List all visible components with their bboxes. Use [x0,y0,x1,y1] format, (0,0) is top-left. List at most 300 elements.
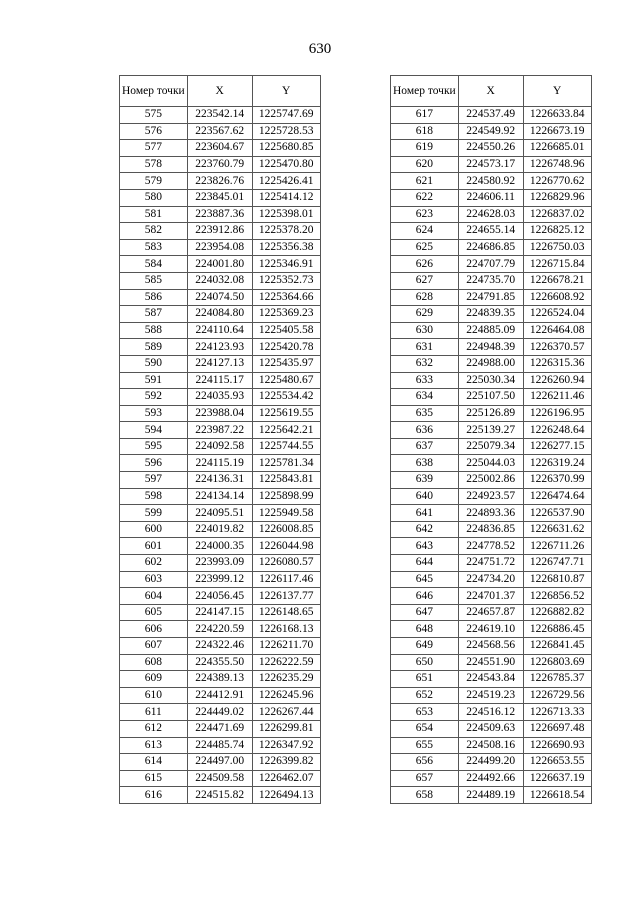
header-y: Y [252,76,320,107]
point-number-cell: 614 [120,754,188,771]
x-coordinate-cell: 224537.49 [458,107,523,124]
point-number-cell: 617 [391,107,459,124]
x-coordinate-cell: 224573.17 [458,156,523,173]
point-number-cell: 644 [391,555,459,572]
x-coordinate-cell: 223987.22 [187,422,252,439]
point-number-cell: 646 [391,588,459,605]
y-coordinate-cell: 1226148.65 [252,604,320,621]
point-number-cell: 580 [120,189,188,206]
point-number-cell: 621 [391,173,459,190]
point-number-cell: 575 [120,107,188,124]
x-coordinate-cell: 224686.85 [458,239,523,256]
y-coordinate-cell: 1226729.56 [523,687,591,704]
x-coordinate-cell: 224549.92 [458,123,523,140]
y-coordinate-cell: 1226803.69 [523,654,591,671]
y-coordinate-cell: 1226678.21 [523,272,591,289]
x-coordinate-cell: 223604.67 [187,140,252,157]
y-coordinate-cell: 1225843.81 [252,472,320,489]
table-row [391,389,592,406]
x-coordinate-cell: 224499.20 [458,754,523,771]
x-coordinate-cell: 224543.84 [458,671,523,688]
point-number-cell: 618 [391,123,459,140]
table-row [391,505,592,522]
table-row [391,256,592,273]
header-point-number: Номер точки [120,76,188,107]
table-row [120,107,321,124]
header-x: X [458,76,523,107]
table-row [120,737,321,754]
table-row [120,389,321,406]
point-number-cell: 605 [120,604,188,621]
x-coordinate-cell: 224516.12 [458,704,523,721]
point-number-cell: 652 [391,687,459,704]
y-coordinate-cell: 1226618.54 [523,787,591,804]
table-row [120,687,321,704]
point-number-cell: 626 [391,256,459,273]
point-number-cell: 635 [391,405,459,422]
table-row [120,555,321,572]
point-number-cell: 585 [120,272,188,289]
y-coordinate-cell: 1226690.93 [523,737,591,754]
table-row [120,488,321,505]
x-coordinate-cell: 225107.50 [458,389,523,406]
point-number-cell: 586 [120,289,188,306]
table-row [120,505,321,522]
table-row [391,687,592,704]
x-coordinate-cell: 223993.09 [187,555,252,572]
point-number-cell: 616 [120,787,188,804]
point-number-cell: 648 [391,621,459,638]
y-coordinate-cell: 1226245.96 [252,687,320,704]
y-coordinate-cell: 1226347.92 [252,737,320,754]
table-row [391,555,592,572]
header-y: Y [523,76,591,107]
y-coordinate-cell: 1226494.13 [252,787,320,804]
point-number-cell: 608 [120,654,188,671]
point-number-cell: 654 [391,720,459,737]
x-coordinate-cell: 224778.52 [458,538,523,555]
table-row [391,107,592,124]
x-coordinate-cell: 224885.09 [458,322,523,339]
y-coordinate-cell: 1226637.19 [523,770,591,787]
x-coordinate-cell: 224136.31 [187,472,252,489]
y-coordinate-cell: 1226211.70 [252,638,320,655]
y-coordinate-cell: 1226673.19 [523,123,591,140]
x-coordinate-cell: 224389.13 [187,671,252,688]
y-coordinate-cell: 1226260.94 [523,372,591,389]
y-coordinate-cell: 1226399.82 [252,754,320,771]
point-number-cell: 655 [391,737,459,754]
x-coordinate-cell: 223567.62 [187,123,252,140]
point-number-cell: 634 [391,389,459,406]
point-number-cell: 595 [120,438,188,455]
table-row [120,538,321,555]
y-coordinate-cell: 1225378.20 [252,223,320,240]
point-number-cell: 604 [120,588,188,605]
y-coordinate-cell: 1225728.53 [252,123,320,140]
point-number-cell: 630 [391,322,459,339]
table-row [120,256,321,273]
x-coordinate-cell: 224628.03 [458,206,523,223]
point-number-cell: 597 [120,472,188,489]
point-number-cell: 584 [120,256,188,273]
point-number-cell: 581 [120,206,188,223]
x-coordinate-cell: 223542.14 [187,107,252,124]
table-row [120,438,321,455]
y-coordinate-cell: 1226235.29 [252,671,320,688]
point-number-cell: 625 [391,239,459,256]
y-coordinate-cell: 1225781.34 [252,455,320,472]
table-row [120,422,321,439]
table-row [120,704,321,721]
x-coordinate-cell: 224032.08 [187,272,252,289]
table-row [120,571,321,588]
table-row [120,223,321,240]
y-coordinate-cell: 1225352.73 [252,272,320,289]
table-row [391,737,592,754]
y-coordinate-cell: 1226747.71 [523,555,591,572]
point-number-cell: 649 [391,638,459,655]
y-coordinate-cell: 1225534.42 [252,389,320,406]
point-number-cell: 633 [391,372,459,389]
x-coordinate-cell: 224412.91 [187,687,252,704]
y-coordinate-cell: 1226370.99 [523,472,591,489]
y-coordinate-cell: 1225619.55 [252,405,320,422]
table-row [391,223,592,240]
point-number-cell: 651 [391,671,459,688]
point-number-cell: 627 [391,272,459,289]
y-coordinate-cell: 1225398.01 [252,206,320,223]
x-coordinate-cell: 224074.50 [187,289,252,306]
table-row [391,521,592,538]
y-coordinate-cell: 1226608.92 [523,289,591,306]
table-row [391,173,592,190]
point-number-cell: 587 [120,306,188,323]
x-coordinate-cell: 224734.20 [458,571,523,588]
y-coordinate-cell: 1226711.26 [523,538,591,555]
y-coordinate-cell: 1225480.67 [252,372,320,389]
x-coordinate-cell: 224497.00 [187,754,252,771]
y-coordinate-cell: 1226044.98 [252,538,320,555]
point-number-cell: 623 [391,206,459,223]
point-number-cell: 601 [120,538,188,555]
table-row [120,654,321,671]
y-coordinate-cell: 1226117.46 [252,571,320,588]
point-number-cell: 632 [391,355,459,372]
point-number-cell: 650 [391,654,459,671]
x-coordinate-cell: 225126.89 [458,405,523,422]
x-coordinate-cell: 224000.35 [187,538,252,555]
table-row [391,638,592,655]
table-row [120,123,321,140]
table-row [120,140,321,157]
x-coordinate-cell: 224707.79 [458,256,523,273]
header-point-number: Номер точки [391,76,459,107]
y-coordinate-cell: 1225369.23 [252,306,320,323]
table-row [391,538,592,555]
table-row [120,787,321,804]
y-coordinate-cell: 1226299.81 [252,720,320,737]
table-row [120,455,321,472]
point-number-cell: 592 [120,389,188,406]
x-coordinate-cell: 224509.63 [458,720,523,737]
table-header-row [391,76,592,107]
y-coordinate-cell: 1226267.44 [252,704,320,721]
y-coordinate-cell: 1226319.24 [523,455,591,472]
point-number-cell: 576 [120,123,188,140]
point-number-cell: 631 [391,339,459,356]
x-coordinate-cell: 224619.10 [458,621,523,638]
table-row [120,671,321,688]
y-coordinate-cell: 1225364.66 [252,289,320,306]
y-coordinate-cell: 1226370.57 [523,339,591,356]
point-number-cell: 628 [391,289,459,306]
table-row [391,272,592,289]
y-coordinate-cell: 1226750.03 [523,239,591,256]
point-number-cell: 599 [120,505,188,522]
table-row [120,621,321,638]
point-number-cell: 593 [120,405,188,422]
point-number-cell: 639 [391,472,459,489]
y-coordinate-cell: 1226474.64 [523,488,591,505]
x-coordinate-cell: 224489.19 [458,787,523,804]
x-coordinate-cell: 224001.80 [187,256,252,273]
point-number-cell: 594 [120,422,188,439]
table-row [391,189,592,206]
x-coordinate-cell: 224606.11 [458,189,523,206]
point-number-cell: 607 [120,638,188,655]
x-coordinate-cell: 223826.76 [187,173,252,190]
y-coordinate-cell: 1225420.78 [252,339,320,356]
table-row [120,173,321,190]
x-coordinate-cell: 224115.19 [187,455,252,472]
y-coordinate-cell: 1226277.15 [523,438,591,455]
point-number-cell: 602 [120,555,188,572]
x-coordinate-cell: 223999.12 [187,571,252,588]
x-coordinate-cell: 224923.57 [458,488,523,505]
y-coordinate-cell: 1226196.95 [523,405,591,422]
point-number-cell: 583 [120,239,188,256]
table-row [120,239,321,256]
y-coordinate-cell: 1226168.13 [252,621,320,638]
x-coordinate-cell: 224115.17 [187,372,252,389]
table-row [391,704,592,721]
table-row [120,521,321,538]
table-row [391,123,592,140]
table-row [391,306,592,323]
table-row [120,588,321,605]
table-row [391,239,592,256]
coordinates-table-left [119,75,321,804]
table-row [391,372,592,389]
x-coordinate-cell: 224147.15 [187,604,252,621]
x-coordinate-cell: 224948.39 [458,339,523,356]
point-number-cell: 647 [391,604,459,621]
y-coordinate-cell: 1226841.45 [523,638,591,655]
x-coordinate-cell: 224492.66 [458,770,523,787]
table-row [391,654,592,671]
y-coordinate-cell: 1226882.82 [523,604,591,621]
y-coordinate-cell: 1226462.07 [252,770,320,787]
y-coordinate-cell: 1225747.69 [252,107,320,124]
y-coordinate-cell: 1226837.02 [523,206,591,223]
point-number-cell: 579 [120,173,188,190]
x-coordinate-cell: 224751.72 [458,555,523,572]
y-coordinate-cell: 1225346.91 [252,256,320,273]
table-row [120,272,321,289]
x-coordinate-cell: 224839.35 [458,306,523,323]
point-number-cell: 590 [120,355,188,372]
point-number-cell: 624 [391,223,459,240]
point-number-cell: 653 [391,704,459,721]
y-coordinate-cell: 1226008.85 [252,521,320,538]
table-row [391,488,592,505]
point-number-cell: 600 [120,521,188,538]
point-number-cell: 658 [391,787,459,804]
x-coordinate-cell: 224791.85 [458,289,523,306]
x-coordinate-cell: 224988.00 [458,355,523,372]
table-row [391,206,592,223]
x-coordinate-cell: 224035.93 [187,389,252,406]
point-number-cell: 609 [120,671,188,688]
point-number-cell: 615 [120,770,188,787]
x-coordinate-cell: 224322.46 [187,638,252,655]
point-number-cell: 613 [120,737,188,754]
x-coordinate-cell: 224110.64 [187,322,252,339]
x-coordinate-cell: 225044.03 [458,455,523,472]
point-number-cell: 598 [120,488,188,505]
point-number-cell: 629 [391,306,459,323]
table-row [120,604,321,621]
y-coordinate-cell: 1225680.85 [252,140,320,157]
x-coordinate-cell: 224701.37 [458,588,523,605]
table-row [391,355,592,372]
table-row [391,438,592,455]
x-coordinate-cell: 224655.14 [458,223,523,240]
x-coordinate-cell: 224515.82 [187,787,252,804]
table-row [391,405,592,422]
y-coordinate-cell: 1226211.46 [523,389,591,406]
y-coordinate-cell: 1226653.55 [523,754,591,771]
y-coordinate-cell: 1226537.90 [523,505,591,522]
point-number-cell: 603 [120,571,188,588]
x-coordinate-cell: 224551.90 [458,654,523,671]
y-coordinate-cell: 1226856.52 [523,588,591,605]
table-row [120,472,321,489]
point-number-cell: 656 [391,754,459,771]
y-coordinate-cell: 1226715.84 [523,256,591,273]
point-number-cell: 645 [391,571,459,588]
x-coordinate-cell: 224509.58 [187,770,252,787]
point-number-cell: 596 [120,455,188,472]
point-number-cell: 591 [120,372,188,389]
table-row [120,638,321,655]
table-row [391,422,592,439]
x-coordinate-cell: 223954.08 [187,239,252,256]
x-coordinate-cell: 224568.56 [458,638,523,655]
y-coordinate-cell: 1226829.96 [523,189,591,206]
table-row [120,189,321,206]
x-coordinate-cell: 223912.86 [187,223,252,240]
y-coordinate-cell: 1225426.41 [252,173,320,190]
x-coordinate-cell: 224092.58 [187,438,252,455]
table-row [391,621,592,638]
x-coordinate-cell: 224127.13 [187,355,252,372]
point-number-cell: 612 [120,720,188,737]
y-coordinate-cell: 1225898.99 [252,488,320,505]
table-row [391,455,592,472]
table-row [120,770,321,787]
x-coordinate-cell: 224056.45 [187,588,252,605]
x-coordinate-cell: 223887.36 [187,206,252,223]
y-coordinate-cell: 1226315.36 [523,355,591,372]
point-number-cell: 606 [120,621,188,638]
x-coordinate-cell: 224657.87 [458,604,523,621]
x-coordinate-cell: 224355.50 [187,654,252,671]
y-coordinate-cell: 1225356.38 [252,239,320,256]
y-coordinate-cell: 1225470.80 [252,156,320,173]
table-row [120,405,321,422]
table-row [120,372,321,389]
table-row [120,156,321,173]
y-coordinate-cell: 1226810.87 [523,571,591,588]
x-coordinate-cell: 224485.74 [187,737,252,754]
y-coordinate-cell: 1226248.64 [523,422,591,439]
point-number-cell: 638 [391,455,459,472]
y-coordinate-cell: 1226524.04 [523,306,591,323]
point-number-cell: 640 [391,488,459,505]
table-row [120,289,321,306]
x-coordinate-cell: 224134.14 [187,488,252,505]
y-coordinate-cell: 1226697.48 [523,720,591,737]
y-coordinate-cell: 1225744.55 [252,438,320,455]
y-coordinate-cell: 1226886.45 [523,621,591,638]
table-row [120,339,321,356]
y-coordinate-cell: 1225642.21 [252,422,320,439]
x-coordinate-cell: 224508.16 [458,737,523,754]
y-coordinate-cell: 1226748.96 [523,156,591,173]
point-number-cell: 642 [391,521,459,538]
x-coordinate-cell: 224084.80 [187,306,252,323]
y-coordinate-cell: 1226713.33 [523,704,591,721]
y-coordinate-cell: 1226770.62 [523,173,591,190]
point-number-cell: 589 [120,339,188,356]
x-coordinate-cell: 224095.51 [187,505,252,522]
x-coordinate-cell: 223845.01 [187,189,252,206]
point-number-cell: 641 [391,505,459,522]
table-header-row [120,76,321,107]
table-row [391,787,592,804]
table-row [120,306,321,323]
y-coordinate-cell: 1226685.01 [523,140,591,157]
x-coordinate-cell: 223760.79 [187,156,252,173]
y-coordinate-cell: 1226825.12 [523,223,591,240]
point-number-cell: 636 [391,422,459,439]
y-coordinate-cell: 1225949.58 [252,505,320,522]
x-coordinate-cell: 224519.23 [458,687,523,704]
x-coordinate-cell: 225002.86 [458,472,523,489]
point-number-cell: 578 [120,156,188,173]
y-coordinate-cell: 1226633.84 [523,107,591,124]
table-row [391,754,592,771]
x-coordinate-cell: 224220.59 [187,621,252,638]
point-number-cell: 582 [120,223,188,240]
y-coordinate-cell: 1226631.62 [523,521,591,538]
point-number-cell: 643 [391,538,459,555]
x-coordinate-cell: 224550.26 [458,140,523,157]
coordinates-table-right [390,75,592,804]
table-row [391,289,592,306]
